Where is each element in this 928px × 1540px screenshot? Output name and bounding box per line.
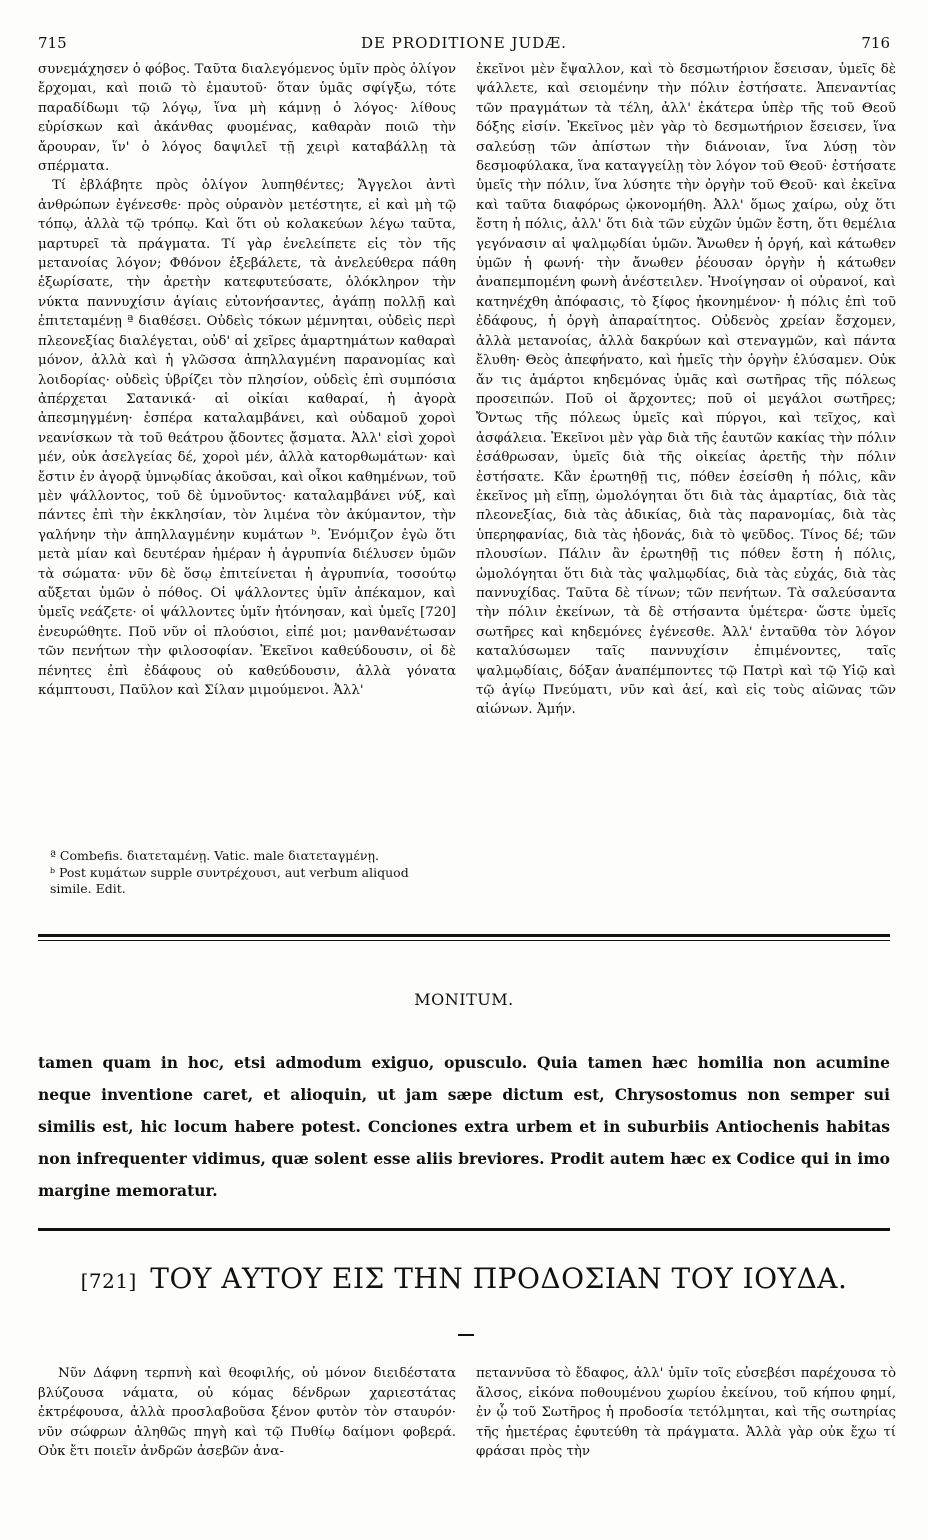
homily-title (0, 1262, 928, 1295)
monitum-title: MONITUM. (414, 990, 514, 1009)
homily-right-column (476, 1364, 896, 1462)
double-rule-top (38, 934, 890, 937)
running-title: DE PRODITIONE JUDÆ. (361, 34, 567, 52)
monitum-text: tamen quam in hoc, etsi admodum exiguo, opusculo. Quia tamen hæc homilia non acumine neque inventione caret, et alioquin, ut jam sæpe dictum est, Chrysostomus non semper sui similis est, hic locum habere potest. Conciones extra urbem et in suburbiis Antiochenis habitas non infrequenter vidimus, quæ solent esse aliis breviores. Prodit autem hæc ex Codice qui in imo margine memoratur. (38, 1053, 890, 1200)
homily-right-text: πεταννῦσα τὸ ἔδαφος, ἀλλ' ὑμῖν τοῖς εὐσεβέσι παρέχουσα τὸ ἄλσος, εἰκόνα ποθουμένου χωρίου ἐκείνου, τοῦ κήπου φημί, ἐν ᾧ τοῦ Σωτῆρος ἡ προδοσία τετόλμηται, καὶ τῆς σωτηρίας τῆς ἡμετέρας ἐφυτεύθη τὰ πράγματα. Ἀλλὰ γὰρ οὐκ ἔχω τί φράσαι πρὸς τὴν (476, 1366, 896, 1460)
double-rule-bottom (38, 940, 890, 941)
page-number-left: 715 (38, 34, 67, 52)
right-column (476, 60, 896, 720)
title-dash (458, 1334, 474, 1336)
footnote-b: ᵇ Post κυμάτων supple συντρέχουσι, aut verbum aliquod simile. Edit. (50, 864, 409, 896)
right-paragraph-1: ἐκεῖνοι μὲν ἔψαλλον, καὶ τὸ δεσμωτήριον ἔσεισαν, ὑμεῖς δὲ ψάλλετε, καὶ σειομένην τὴν πόλιν ἐστήσατε. Ἀπεναντίας τῶν πραγμάτων τὰ τέλη, ἀλλ' ἑκάτερα ὑπὲρ τῆς τοῦ Θεοῦ δόξης εἰσίν. Ἐκεῖνος μὲν γὰρ τὸ δεσμωτήριον ἔσεισεν, ἵνα σαλεύσῃ τῶν ἀπίστων τὴν διάνοιαν, ἵνα λύσῃ τὸν δεσμοφύλακα, ἵνα καταγγείλῃ τὸν λόγον τοῦ Θεοῦ· ἐστήσατε ὑμεῖς τὴν πόλιν, ἵνα λύσητε τὴν ὀργὴν τοῦ Θεοῦ· καὶ ἐκεῖνα καὶ ταῦτα διαφόρως ᾠκονομήθη. Ἀλλ' ὅμως χαίρω, οὐχ ὅτι ἔστη ἡ πόλις, ἀλλ' ὅτι διὰ τῶν εὐχῶν ὑμῶν ἔστη, ὅτι θεμέλια γεγόνασιν αἱ ψαλμῳδίαι ὑμῶν. Ἄνωθεν ἡ ὀργή, καὶ κάτωθεν ὑμῶν ἡ φωνή· τὴν ἄνωθεν ῥέουσαν ὀργὴν ἡ κάτωθεν ἀναπεμπομένη φωνὴ ἀνέστειλεν. Ἠνοίγησαν οἱ οὐρανοί, καὶ κατηνέχθη ἀπόφασις, τὸ ξίφος ἠκονημένον· ἡ πόλις ἐπὶ τοῦ ἐδάφους, ἡ ὀργὴ ἀπαραίτητος. Οὐδενὸς χρείαν ἔσχομεν, ἀλλὰ μετανοίας, ἀλλὰ δακρύων καὶ στεναγμῶν, καὶ πάντα ἔλυθη· Θεὸς ἀπεφήνατο, καὶ ἡμεῖς τὴν ὀργὴν ἐλύσαμεν. Οὐκ ἄν τις ἁμάρτοι κηδεμόνας ὑμᾶς καὶ σωτῆρας τῆς πόλεως προσειπών. Ποῦ οἱ ἄρχοντες; ποῦ οἱ μεγάλοι σωτῆρες; Ὄντως τῆς πόλεως ὑμεῖς καὶ πύργοι, καὶ τεῖχος, καὶ ἀσφάλεια. Ἐκεῖνοι μὲν γὰρ διὰ τῆς ἑαυτῶν κακίας τὴν πόλιν ἐσάθρωσαν, ὑμεῖς διὰ τῆς οἰκείας ἀρετῆς τὴν πόλιν ἐστήσατε. Κἂν ἐρωτηθῇ τις, πόθεν ἐσείσθη ἡ πόλις, κἂν ἐκεῖνος μὴ εἴπῃ, ὡμολόγηται ὅτι διὰ τὰς ἁμαρτίας, διὰ τὰς πλεονεξίας, διὰ τὰς ἀδικίας, διὰ τὰς παρανομίας, διὰ τὰς ὑπερηφανίας, διὰ τὰς ἡδονάς, διὰ τὸ ψεῦδος. Τίνος δέ; τῶν πλουσίων. Πάλιν ἂν ἐρωτηθῇ τις πόθεν ἔστη ἡ πόλις, ὡμολόγηται ὅτι διὰ τὰς ψαλμῳδίας, διὰ τὰς εὐχάς, διὰ τὰς παννυχίδας. Ταῦτα δὲ τίνων; τῶν πενήτων. Τὰ σαλεύσαντα τὴν πόλιν ἐκείνων, τὰ δὲ στήσαντα ὑμέτερα· ὥστε ὑμεῖς σωτῆρες καὶ κηδεμόνες ἐγένεσθε. Ἀλλ' ἐνταῦθα τὸν λόγον καταλύσωμεν ταῖς παννυχίσιν ἐπιμένοντες, ταῖς ψαλμῳδίαις, δόξαν ἀναπέμποντες τῷ Πατρὶ καὶ τῷ Υἱῷ καὶ τῷ ἁγίῳ Πνεύματι, νῦν καὶ ἀεί, καὶ εἰς τοὺς αἰῶνας τῶν αἰώνων. Ἀμήν. (476, 62, 896, 718)
footnote-a: ª Combefis. διατεταμένῃ. Vatic. male διατεταγμένῃ. (50, 848, 379, 863)
homily-title-text: ΤΟΥ ΑΥΤΟΥ ΕΙΣ ΤΗΝ ΠΡΟΔΟΣΙΑΝ ΤΟΥ ΙΟΥΔΑ. (150, 1262, 848, 1295)
homily-page-ref: [721] (80, 1269, 137, 1293)
running-head (38, 34, 890, 56)
page-number-right: 716 (861, 34, 890, 52)
left-paragraph-1: συνεμάχησεν ὁ φόβος. Ταῦτα διαλεγόμενος ὑμῖν πρὸς ὀλίγον ἔρχομαι, καὶ ποιῶ τὸ ἐμαυτοῦ· ὅταν ὑμᾶς σφίγξω, τότε παραδίδωμι τῷ λόγῳ, ἵνα μὴ κάμνῃ ὁ λόγος· λίθους εὑρίσκων καὶ ἀκάνθας φυομένας, καθαρὰν ποιῶ τὴν ἄρουραν, ἵν' ὁ λόγος δαψιλεῖ τῇ χειρὶ καταβάλλῃ τὰ σπέρματα. (38, 62, 456, 175)
homily-left-column (38, 1364, 456, 1462)
footnotes (50, 848, 450, 898)
section-rule (38, 1228, 890, 1231)
homily-left-text: Νῦν Δάφνη τερπνὴ καὶ θεοφιλής, οὐ μόνον διειδέστατα βλύζουσα νάματα, οὐ κόμας δένδρων χαριεστάτας ἐκτρέφουσα, ἀλλὰ προσλαβοῦσα ξένον φυτὸν τὸν σταυρόν· νῦν σώφρων ἀληθῶς πηγὴ καὶ τῷ Πυθίῳ δαίμονι φοβερά. Οὐκ ἔτι ποιεῖν ἀνδρῶν ἀσεβῶν ἀνα- (38, 1366, 456, 1460)
left-paragraph-2: Τί ἐβλάβητε πρὸς ὀλίγον λυπηθέντες; Ἄγγελοι ἀντὶ ἀνθρώπων ἐγένεσθε· πρὸς οὐρανὸν μετέστητε, εἰ καὶ μὴ τῷ τόπῳ, ἀλλὰ τῷ τρόπῳ. Καὶ ὅτι οὐ κολακεύων λέγω ταῦτα, μαρτυρεῖ τὰ πράγματα. Τί γὰρ ἐνελείπετε εἰς τὸν τῆς μετανοίας λόγον; Φθόνον ἐξεβάλετε, τὰ ἀνελεύθερα πάθη ἐξωρίσατε, τὴν ἀρετὴν κατεφυτεύσατε, ὁλόκληρον τὴν νύκτα παννυχίσιν ἁγίαις εὐτονήσαντες, ἀγάπῃ πολλῇ καὶ ἐπιτεταμένῃ ª διαθέσει. Οὐδεὶς τόκων μέμνηται, οὐδεὶς περὶ πλεονεξίας διαλέγεται, οὐδ' αἱ χεῖρες ἁμαρτημάτων καθαραὶ μόνον, ἀλλὰ καὶ ἡ γλῶσσα ἀπηλλαγμένη παρανομίας καὶ λοιδορίας· οὐδεὶς ὑβρίζει τὸν πλησίον, οὐδεὶς ἐπὶ συμπόσια ἀπέρχεται Σατανικά· αἱ οἰκίαι καθαραί, ἡ ἀγορὰ ἀπεσμηγμένη· ἑσπέρα καταλαμβάνει, καὶ οὐδαμοῦ χοροὶ νεανίσκων τὰ τοῦ θεάτρου ᾄδοντες ᾄσματα. Ἀλλ' εἰσὶ χοροὶ μέν, οὐκ ἀσελγείας δέ, χοροὶ μέν, ἀλλὰ κατορθωμάτων· καὶ ἔστιν ἐν ἀγορᾷ ὑμνῳδίας ἀκοῦσαι, καὶ οἶκοι καθημένων, τοῦ μὲν ψάλλοντος, τοῦ δὲ ὑμνοῦντος· καταλαμβάνει νύξ, καὶ πάντες ἐπὶ τὴν ἐκκλησίαν, τὸν λιμένα τὸν ἀκύμαντον, τὴν γαλήνην τὴν ἀπηλλαγμένην κυμάτων ᵇ. Ἐνόμιζον ἐγὼ ὅτι μετὰ μίαν καὶ δευτέραν ἡμέραν ἡ ἀγρυπνία διέλυσεν ὑμῶν τὰ σώματα· νῦν δὲ ὅσῳ ἐπιτείνεται ἡ ἀγρυπνία, τοσούτῳ αὔξεται ὑμῶν ὁ πόθος. Οἱ ψάλλοντες ὑμῖν ἀπέκαμον, καὶ ὑμεῖς νεάζετε· οἱ ψάλλοντες ὑμῖν ἠτόνησαν, καὶ ὑμεῖς [720] ἐνευρώθητε. Ποῦ νῦν οἱ πλούσιοι, εἰπέ μοι; μανθανέτωσαν τῶν πενήτων τὴν φιλοσοφίαν. Ἐκεῖνοι καθεύδουσιν, οἱ δὲ πένητες ἐπὶ ἐδάφους οὐ καθεύδουσιν, ἀλλὰ γόνατα κάμπτουσι, Παῦλον καὶ Σίλαν μιμούμενοι. Ἀλλ' (38, 178, 456, 698)
left-column (38, 60, 456, 700)
